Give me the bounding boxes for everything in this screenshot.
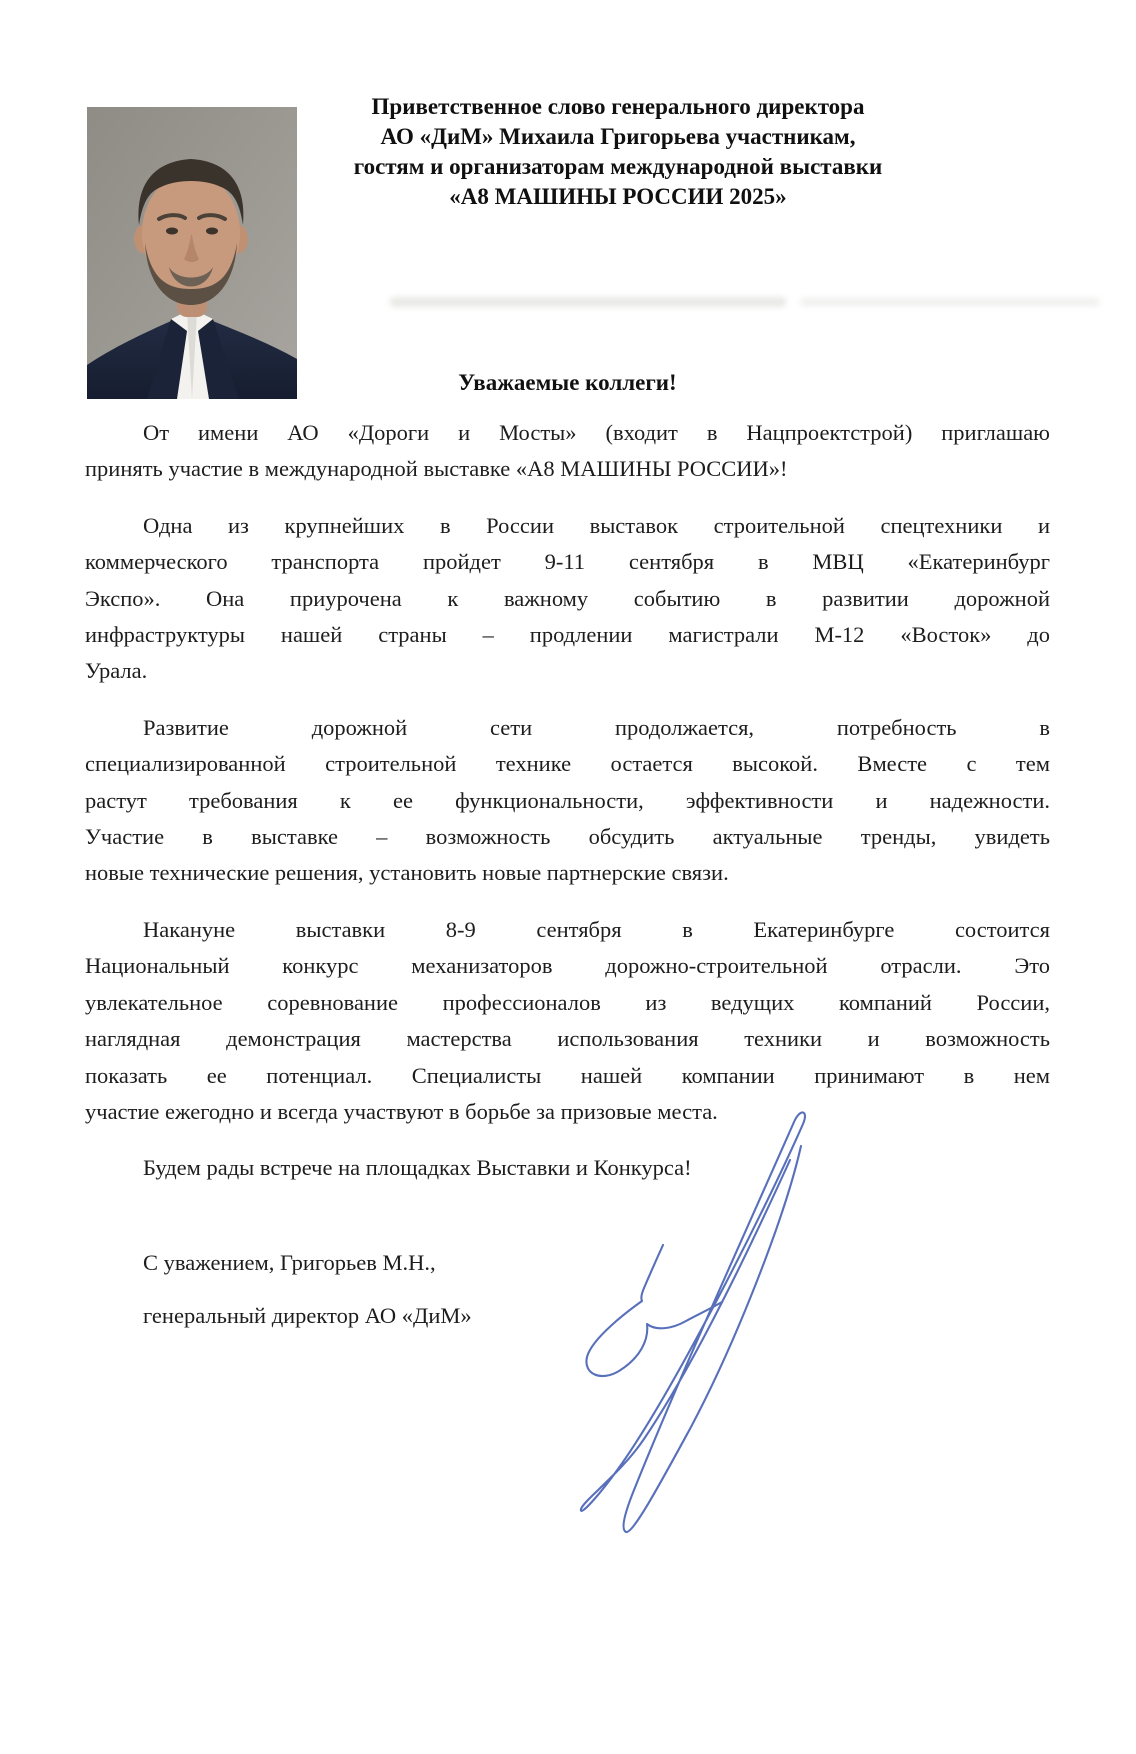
paragraph [85,912,1050,1130]
body-line: Будем рады встрече на площадках Выставки и Конкурса! [143,1155,692,1181]
salutation: Уважаемые коллеги! [458,370,677,395]
scan-smudge-artifact [800,298,1100,306]
body-line: специализированной строительной технике остается высокой. Вместе с тем [85,751,1050,777]
body-line: принять участие в международной выставке «А8 МАШИНЫ РОССИИ»! [85,456,788,482]
body-line: Участие в выставке – возможность обсудить актуальные тренды, увидеть [85,824,1050,850]
body-line: коммерческого транспорта пройдет 9-11 сентября в МВЦ «Екатеринбург [85,549,1050,575]
eye-right [206,228,218,235]
body-line: От имени АО «Дороги и Мосты» (входит в Нацпроектстрой) приглашаю [143,420,1050,445]
body-line: Одна из крупнейших в России выставок строительной спецтехники и [143,512,1050,538]
body-line: наглядная демонстрация мастерства использования техники и возможность [85,1026,1050,1052]
body-line: новые технические решения, установить новые партнерские связи. [85,860,729,886]
letter-title [298,92,938,212]
body-line: Развитие дорожной сети продолжается, потребность в [143,714,1050,740]
body-line: Накануне выставки 8-9 сентября в Екатеринбурге состоится [143,916,1050,942]
letter-body [85,368,1050,1351]
body-line: участие ежегодно и всегда участвуют в борьбе за призовые места. [85,1098,718,1124]
signoff-name: С уважением, Григорьев М.Н., [143,1249,436,1275]
paragraphs [85,415,1050,1187]
title-line-2: АО «ДиМ» Михаила Григорьева участникам, [380,124,856,149]
signoff-block [85,1245,1050,1334]
body-line: Национальный конкурс механизаторов дорожно-строительной отрасли. Это [85,953,1050,979]
body-line: инфраструктуры нашей страны – продлении магистрали М-12 «Восток» до [85,622,1050,648]
body-line: увлекательное соревнование профессионалов из ведущих компаний России, [85,989,1050,1015]
portrait-image [87,107,297,399]
title-line-4: «А8 МАШИНЫ РОССИИ 2025» [449,184,787,209]
scan-smudge-artifact [390,297,786,307]
body-line: растут требования к ее функциональности, эффективности и надежности. [85,787,1050,813]
body-line: Экспо». Она приурочена к важному событию в развитии дорожной [85,585,1050,611]
paragraph [85,1150,1050,1186]
body-line: Урала. [85,658,148,684]
title-line-1: Приветственное слово генерального директора [371,94,865,119]
paragraph [85,710,1050,892]
paragraph [85,415,1050,488]
eye-left [166,228,178,235]
signoff-position: генеральный директор АО «ДиМ» [143,1302,472,1328]
director-photo [87,107,297,399]
paragraph [85,508,1050,690]
body-line: показать ее потенциал. Специалисты нашей компании принимают в нем [85,1062,1050,1088]
title-line-3: гостям и организаторам международной выставки [353,154,883,179]
